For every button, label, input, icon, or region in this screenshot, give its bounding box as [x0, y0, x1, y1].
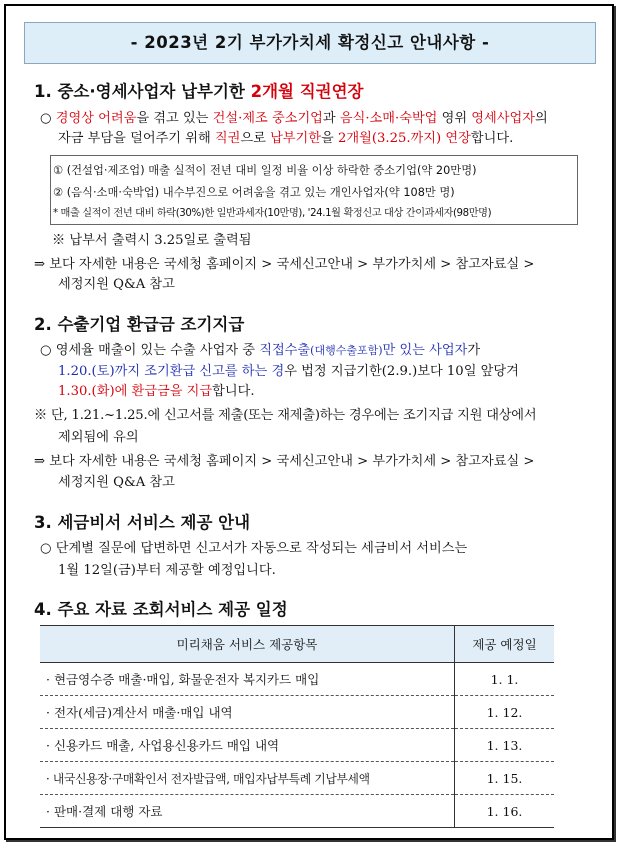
- section-2-line-3: 1.30.(화)에 환급금을 지급합니다.: [58, 384, 255, 399]
- section-1-line-2: 자금 부담을 덜어주기 위해 직권으로 납부기한을 2개월(3.25.까지) 연장합니다.: [58, 131, 514, 146]
- row-date: 1. 12.: [455, 696, 555, 729]
- section-2-reference: ⇒ 보다 자세한 내용은 국세청 홈페이지 > 국세신고안내 > 부가가치세 > 참고자료실 >: [34, 454, 535, 469]
- text-highlight: 납부기한: [270, 131, 322, 146]
- text-highlight: 경영상 어려움: [55, 111, 137, 126]
- table-row: [40, 663, 554, 696]
- section-3-line-1: ○ 단계별 질문에 답변하면 신고서가 자동으로 작성되는 세금비서 서비스는: [40, 541, 468, 556]
- section-2-line-2: 1.20.(토)까지 조기환급 신고를 하는 경우 법정 지급기한(2.9.)보다 10일 앞당겨: [58, 364, 519, 379]
- section-4-heading: 4. 주요 자료 조회서비스 제공 일정: [34, 600, 288, 619]
- schedule-table: [40, 625, 554, 828]
- row-date: 1. 1.: [455, 663, 555, 696]
- text-highlight: 만 있는 사업자: [382, 343, 468, 358]
- text-highlight: 1.20.(토)까지 조기환급 신고를 하는 경: [58, 364, 285, 379]
- row-item: · 전자(세금)계산서 매출·매입 내역: [40, 696, 455, 729]
- text-highlight: 1.30.(화): [58, 384, 115, 399]
- section-3-heading: 3. 세금비서 서비스 제공 안내: [34, 513, 251, 532]
- eligibility-item-1: ① (건설업·제조업) 매출 실적이 전년 대비 일정 비율 이상 하락한 중소기업(약 20만명): [53, 164, 477, 177]
- document-title: - 2023년 2기 부가가치세 확정신고 안내사항 -: [24, 22, 596, 64]
- column-header-item: 미리채움 서비스 제공항목: [40, 626, 455, 663]
- text-highlight: 음식·소매·숙박업: [339, 111, 438, 126]
- table-row: [40, 762, 554, 795]
- row-item: · 판매·결제 대행 자료: [40, 795, 455, 828]
- section-2-line-1: ○ 영세율 매출이 있는 수출 사업자 중 직접수출(대행수출포함)만 있는 사업자가: [40, 343, 481, 358]
- table-row: [40, 696, 554, 729]
- eligibility-footnote: * 매출 실적이 전년 대비 하락(30%)한 일반과세자(10만명), '24.1월 확정신고 대상 간이과세자(98만명): [53, 208, 492, 219]
- section-2-note: ※ 단, 1.21.~1.25.에 신고서를 제출(또는 재제출)하는 경우에는 조기지급 지원 대상에서: [34, 408, 537, 423]
- section-1-heading: [34, 78, 363, 102]
- text-highlight: 건설·제조 중소기업: [212, 111, 323, 126]
- column-header-date: 제공 예정일: [455, 626, 555, 663]
- text-highlight: 직접수출: [259, 343, 311, 358]
- row-date: 1. 16.: [455, 795, 555, 828]
- section-1-note: ※ 납부서 출력시 3.25일로 출력됨: [52, 233, 252, 248]
- text-highlight: 영세사업자: [471, 111, 535, 126]
- section-2-heading: 2. 수출기업 환급금 조기지급: [34, 315, 245, 334]
- text-highlight: 환급금을 지급: [131, 384, 213, 399]
- section-2-note-cont: 제외됨에 유의: [58, 430, 139, 445]
- section-1-heading-text: 1. 중소·영세사업자 납부기한: [34, 82, 251, 101]
- row-date: 1. 13.: [455, 729, 555, 762]
- table-header-row: [40, 626, 554, 663]
- text-highlight: 직권: [214, 131, 241, 146]
- eligibility-item-2: ② (음식·소매·숙박업) 내수부진으로 어려움을 겪고 있는 개인사업자(약 108만 명): [53, 186, 455, 199]
- text-highlight: 연장: [445, 131, 471, 146]
- text-highlight: (대행수출포함): [310, 344, 383, 357]
- section-1-line-1: ○ 경영상 어려움을 겪고 있는 건설·제조 중소기업과 음식·소매·숙박업 영위 영세사업자의: [40, 111, 548, 126]
- section-3-line-2: 1월 12일(금)부터 제공할 예정입니다.: [58, 563, 276, 578]
- table-row: [40, 729, 554, 762]
- section-1-reference: ⇒ 보다 자세한 내용은 국세청 홈페이지 > 국세신고안내 > 부가가치세 > 참고자료실 >: [34, 257, 535, 272]
- row-item: · 신용카드 매출, 사업용신용카드 매입 내역: [40, 729, 455, 762]
- row-date: 1. 15.: [455, 762, 555, 795]
- section-1-heading-highlight: 2개월 직권연장: [250, 82, 364, 101]
- row-item: · 현금영수증 매출·매입, 화물운전자 복지카드 매입: [40, 663, 455, 696]
- section-2-reference-cont: 세정지원 Q&A 참고: [58, 475, 175, 490]
- table-row: [40, 795, 554, 828]
- row-item: · 내국신용장·구매확인서 전자발급액, 매입자납부특례 기납부세액: [40, 762, 455, 795]
- text-highlight: 2개월(3.25.까지): [337, 131, 442, 146]
- section-1-reference-cont: 세정지원 Q&A 참고: [58, 277, 175, 292]
- eligibility-box: [50, 155, 578, 225]
